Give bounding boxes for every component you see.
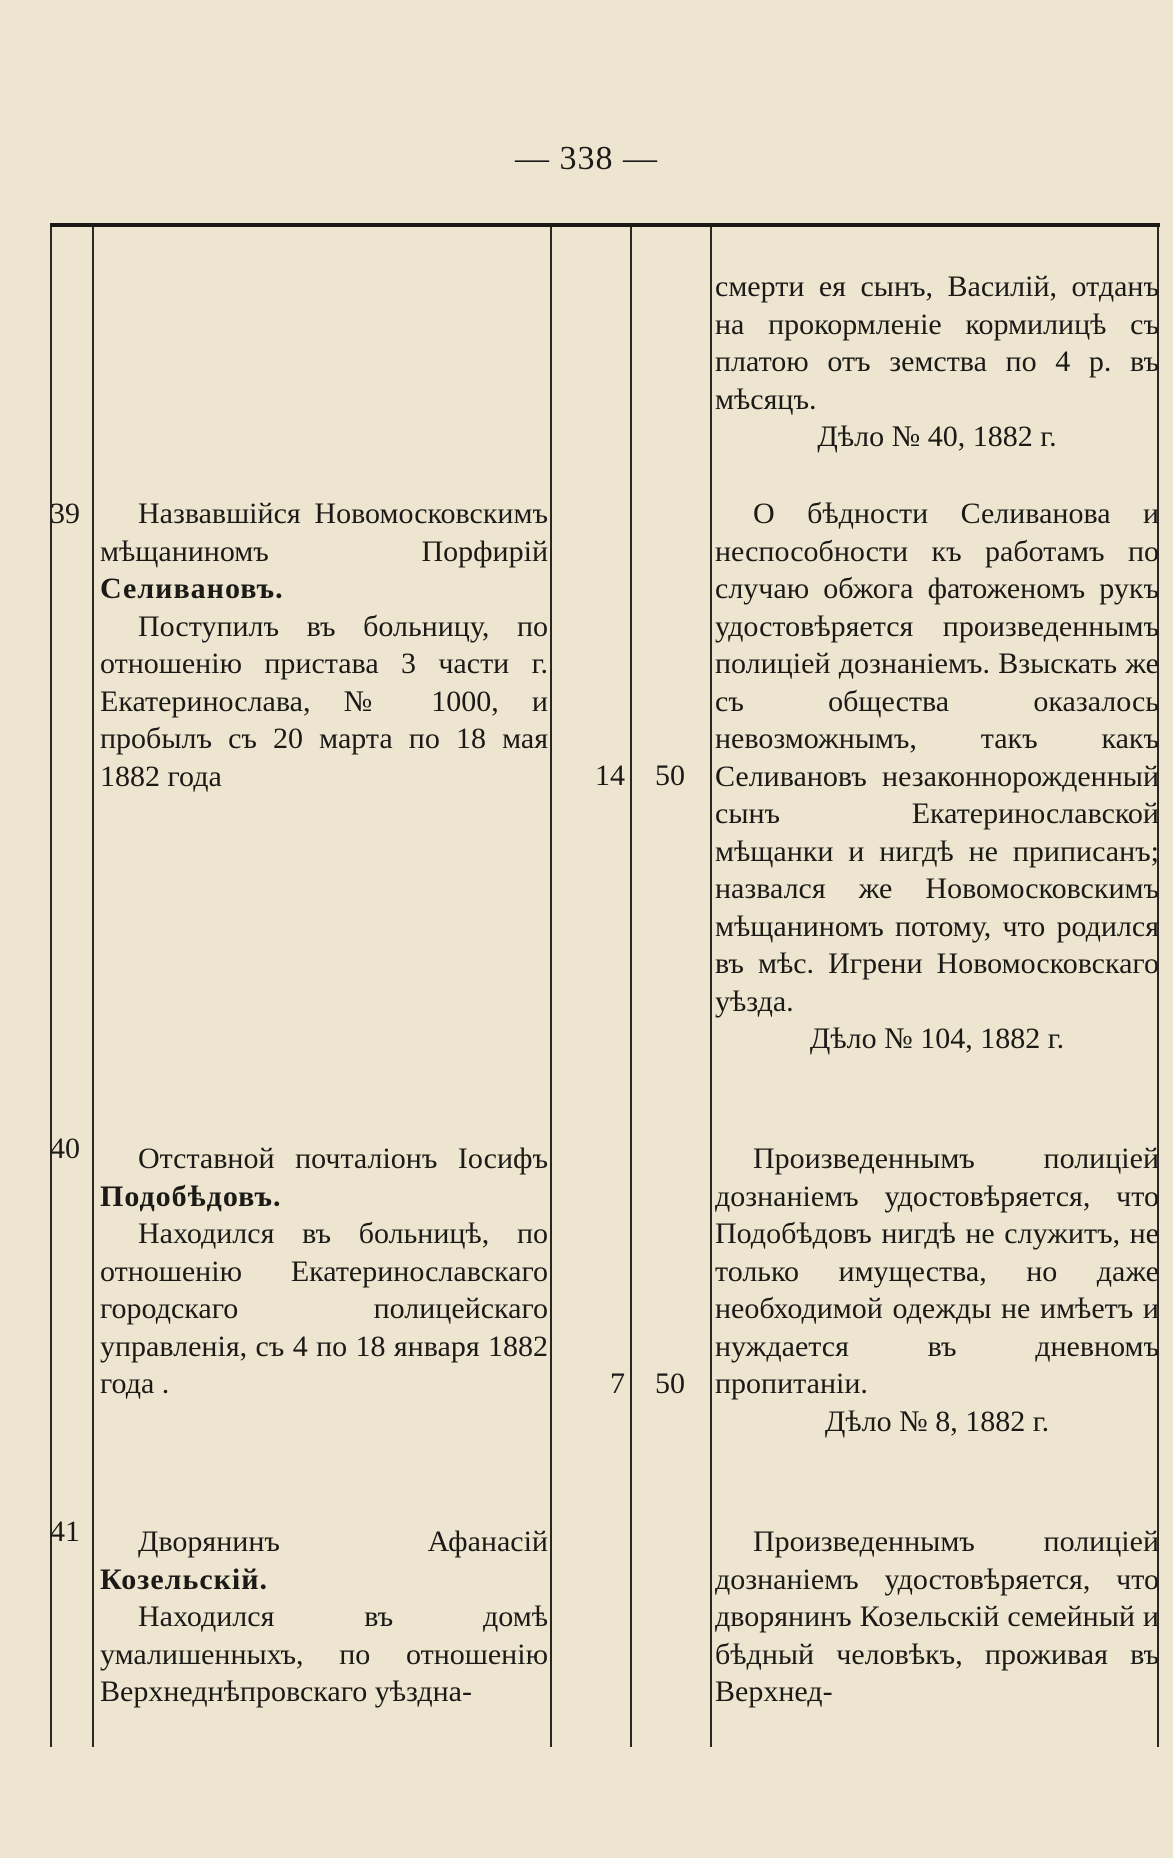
amount-kopecks: 50 — [655, 759, 685, 792]
entry-notes: Произведеннымъ полиціей дознаніемъ удостовѣряется, что дворянинъ Козельскій семейный и бѣдный человѣкъ, проживая въ Верхнед- — [715, 1525, 1159, 1708]
person-surname: Подобѣдовъ. — [100, 1179, 282, 1213]
continuation-notes: смерти ея сынъ, Василій, отданъ на прокормленіе кормилицѣ съ платою отъ земства по 4 р. въ мѣсяцъ. Дѣло № 40, 1882 г. — [715, 268, 1159, 456]
entry-notes: О бѣдности Селиванова и неспособности къ работамъ по случаю обжога фатоженомъ рукъ удостовѣряется произведеннымъ полиціей дознаніемъ. Взыскать же съ общества оказалось невозможнымъ, такъ какъ Селивановъ незаконнорожденный сынъ Екатеринославской мѣщанки и нигдѣ не приписанъ; назвался же Новомосковскимъ мѣщаниномъ потому, что родился въ мѣс. Игрени Новомосковскаго уѣзда. Дѣло № 104, 1882 г. — [715, 495, 1159, 1058]
stay-details: Находился въ домѣ умалишенныхъ, по отношенію Верхнеднѣпровскаго уѣздна- — [100, 1600, 548, 1708]
column-rule — [710, 227, 712, 1747]
case-reference: Дѣло № 104, 1882 г. — [809, 1022, 1065, 1055]
entry-description — [100, 1523, 548, 1711]
person-title: Назвавшійся Новомосковскимъ мѣщаниномъ Порфирій — [100, 497, 548, 568]
entry-number: 40 — [50, 1132, 80, 1165]
entry-description — [100, 1140, 548, 1403]
stay-details: Находился въ больницѣ, по отношенію Екатеринославскаго городскаго полицейскаго управленія, съ 4 по 18 января 1882 года . — [100, 1217, 548, 1400]
case-reference: Дѣло № 8, 1882 г. — [824, 1404, 1050, 1438]
case-reference: Дѣло № 40, 1882 г. — [817, 420, 1057, 453]
person-title: Дворянинъ Афанасій — [138, 1525, 548, 1558]
amount-rubles: 7 — [610, 1367, 625, 1400]
amount-kopecks: 50 — [655, 1367, 685, 1400]
entry-description — [100, 495, 548, 795]
stay-details: Поступилъ въ больницу, по отношенію пристава 3 части г. Екатеринослава, № 1000, и пробылъ съ 20 марта по 18 мая 1882 года — [100, 609, 548, 793]
person-surname: Селивановъ. — [100, 572, 284, 605]
column-rule — [630, 227, 632, 1747]
page-number: — 338 — — [515, 140, 658, 177]
entry-notes: Произведеннымъ полиціей дознаніемъ удостовѣряется, что Подобѣдовъ нигдѣ не служитъ, не только имущества, но даже необходимой одежды не имѣетъ и нуждается въ дневномъ пропитаніи. Дѣло № 8, 1882 г. — [715, 1140, 1159, 1440]
entry-number: 41 — [50, 1515, 80, 1548]
person-title: Отставной почталіонъ Іосифъ — [138, 1142, 548, 1175]
person-surname: Козельскій. — [100, 1562, 269, 1596]
entry-number: 39 — [50, 497, 80, 530]
column-rule — [550, 227, 552, 1747]
amount-rubles: 14 — [595, 759, 625, 792]
